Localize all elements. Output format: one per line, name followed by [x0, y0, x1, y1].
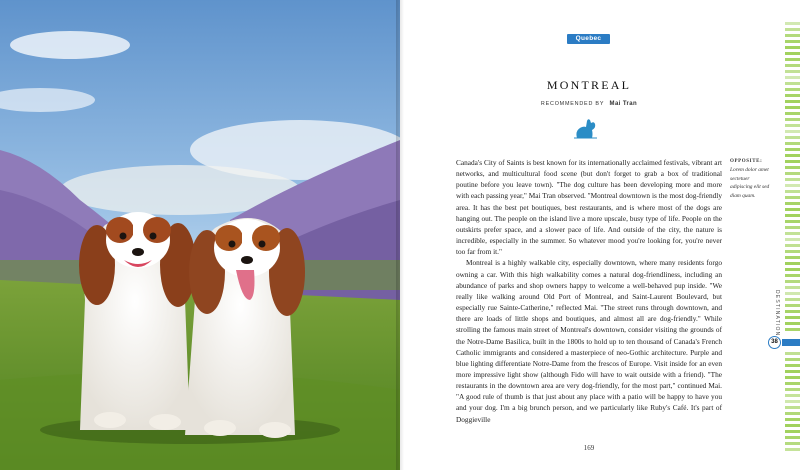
article-page: [400, 0, 800, 470]
edge-stripe: [785, 376, 800, 379]
region-tag: Quebec: [567, 34, 610, 44]
edge-stripe: [785, 382, 800, 385]
edge-stripe: [785, 232, 800, 235]
edge-stripe: [785, 46, 800, 49]
edge-stripe: [785, 280, 800, 283]
edge-stripe: [785, 286, 800, 289]
edge-stripe: [785, 52, 800, 55]
page-number: 169: [583, 444, 595, 452]
byline-prefix: RECOMMENDED BY: [540, 101, 605, 107]
edge-stripe: [785, 22, 800, 25]
edge-stripe: [785, 430, 800, 433]
book-gutter: [396, 0, 404, 470]
edge-stripe: [785, 172, 800, 175]
edge-stripe: [785, 274, 800, 277]
edge-stripe: [785, 94, 800, 97]
paragraph: Canada's City of Saints is best known for its internationally acclaimed festivals, vibrant art networks, and multicultural food scene (but don't forget to grab a box of traditional poutine before you leave town). "The dog culture has been developing more and more with each passing year," Mai Tran observed. "Montreal downtown is the most dog-friendly area. It has the best pet boutiques, best restaurants, and is where most of the dogs are hanging out. The people on the island live a more upscale, busy type of life. People on the outskirts prefer space, and a slower pace of life. And outside of the city, the nature is incredible, especially in the summer. So whatever mood you're looking for, you're never too far from it.": [456, 158, 722, 257]
photo-caption: [730, 158, 770, 200]
edge-stripe: [785, 34, 800, 37]
edge-stripe: [785, 418, 800, 421]
edge-stripe: [785, 436, 800, 439]
edge-stripe: [785, 226, 800, 229]
edge-stripes: [785, 22, 800, 452]
edge-stripe: [785, 76, 800, 79]
edge-stripe: [785, 190, 800, 193]
byline: [400, 101, 778, 107]
sitting-dog-icon: [571, 117, 599, 139]
byline-name: Mai Tran: [609, 101, 638, 107]
edge-stripe: [785, 184, 800, 187]
section-label: DESTINATION: [774, 290, 780, 337]
edge-stripe: [785, 358, 800, 361]
edge-stripe: [785, 238, 800, 241]
edge-stripe: [785, 256, 800, 259]
edge-stripe: [785, 100, 800, 103]
edge-stripe: [785, 316, 800, 319]
edge-stripe: [785, 142, 800, 145]
edge-stripe: [785, 166, 800, 169]
edge-stripe: [785, 424, 800, 427]
edge-stripe: [785, 304, 800, 307]
edge-stripe: [785, 208, 800, 211]
badge-bar: [782, 339, 800, 346]
edge-stripe: [785, 394, 800, 397]
edge-stripe: [785, 370, 800, 373]
caption-label: OPPOSITE:: [730, 159, 763, 164]
edge-stripe: [785, 412, 800, 415]
edge-stripe: [785, 64, 800, 67]
chapter-badge: 38: [768, 336, 781, 349]
edge-stripe: [785, 148, 800, 151]
edge-stripe: [785, 322, 800, 325]
edge-stripe: [785, 364, 800, 367]
article-body: [456, 157, 722, 425]
edge-stripe: [785, 82, 800, 85]
edge-stripe: [785, 310, 800, 313]
edge-stripe: [785, 400, 800, 403]
edge-stripe: [785, 292, 800, 295]
edge-stripe: [785, 106, 800, 109]
edge-stripe: [785, 298, 800, 301]
edge-stripe: [785, 214, 800, 217]
edge-stripe: [785, 196, 800, 199]
edge-stripe: [785, 244, 800, 247]
edge-stripe: [785, 112, 800, 115]
edge-stripe: [785, 136, 800, 139]
edge-stripe: [785, 268, 800, 271]
edge-stripe: [785, 88, 800, 91]
edge-stripe: [785, 124, 800, 127]
edge-stripe: [785, 58, 800, 61]
edge-stripe: [785, 250, 800, 253]
edge-stripe: [785, 178, 800, 181]
edge-stripe: [785, 220, 800, 223]
edge-stripe: [785, 448, 800, 451]
edge-stripe: [785, 130, 800, 133]
edge-stripe: [785, 202, 800, 205]
page-title: MONTREAL: [546, 78, 632, 92]
caption-text: Lorem dolor amet sectetuer adipiscing elit sed diam quam.: [730, 167, 770, 199]
edge-stripe: [785, 154, 800, 157]
edge-stripe: [785, 406, 800, 409]
edge-stripe: [785, 28, 800, 31]
edge-stripe: [785, 328, 800, 331]
edge-stripe: [785, 442, 800, 445]
edge-stripe: [785, 262, 800, 265]
edge-stripe: [785, 160, 800, 163]
edge-stripe: [785, 70, 800, 73]
paragraph: Montreal is a highly walkable city, especially downtown, where many residents forgo owning a car. With this high walkability comes a natural dog-friendliness, including an abundance of parks and shop owners happy to welcome a well-behaved pup inside. "We really like walking around Old Port of Montreal, and Saint-Laurent Boulevard, but especially rue Sainte-Catherine," reflected Mai. "The street runs through downtown, and there are loads of little shops and boutiques, and almost all are dog-friendly." While strolling the famous main street of Montreal's downtown, consider visiting the grounds of the Notre-Dame Basilica, built in the 1800s to hold up to ten thousand of Canada's French Catholic immigrants and considered a masterpiece of neo-Gothic architecture. Purple and blue lighting differentiate Notre-Dame from the frescos of Europe. Visit inside for an even more impressive light show (although Fido will have to wait outside with a friend). "The restaurants in the downtown area are very dog-friendly, for the most part," continued Mai. "A good rule of thumb is that just about any place with a patio will be happy to have you and your dog. I'm a big brunch person, and we particularly like Ruby's Café. It's part of Doggieville: [456, 258, 722, 424]
edge-stripe: [785, 118, 800, 121]
edge-stripe: [785, 40, 800, 43]
edge-stripe: [785, 352, 800, 355]
edge-stripe: [785, 388, 800, 391]
